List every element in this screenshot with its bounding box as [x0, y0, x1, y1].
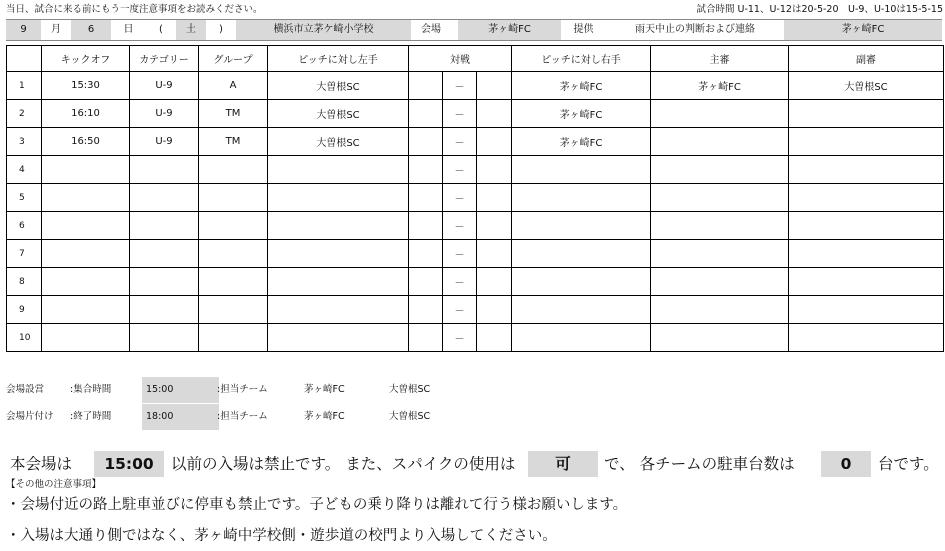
row-number: 5 — [7, 184, 42, 212]
score-left — [409, 184, 443, 212]
cell-right — [512, 212, 651, 240]
cell-referee — [651, 100, 789, 128]
score-left — [409, 156, 443, 184]
cell-group: TM — [199, 128, 268, 156]
score-right — [477, 212, 512, 240]
cell-left: 大曽根SC — [268, 100, 409, 128]
cell-left — [268, 324, 409, 352]
match-timing: 試合時間 U-11、U-12は20-5-20 U-9、U-10は15-5-15 — [696, 4, 943, 15]
cell-referee — [651, 156, 789, 184]
column-header: ピッチに対し左手 — [268, 46, 409, 72]
score-right — [477, 324, 512, 352]
header-row — [7, 46, 944, 72]
row-number: 9 — [7, 296, 42, 324]
paren-close: ) — [219, 24, 223, 35]
setup-team-2: 大曽根SC — [389, 384, 431, 395]
month-label: 月 — [51, 24, 61, 35]
score-right — [477, 156, 512, 184]
score-right — [477, 268, 512, 296]
score-left — [409, 72, 443, 100]
setup-team-label: :担当チーム — [217, 384, 268, 395]
cell-referee — [651, 240, 789, 268]
column-header: 副審 — [789, 46, 944, 72]
setup-label: 会場設営 — [6, 384, 45, 395]
column-header: カテゴリー — [130, 46, 199, 72]
score-left — [409, 128, 443, 156]
table-row — [7, 324, 944, 352]
row-number: 7 — [7, 240, 42, 268]
score-right — [477, 184, 512, 212]
column-header: グループ — [199, 46, 268, 72]
table-row — [7, 184, 944, 212]
cell-assistant — [789, 156, 944, 184]
versus-mark: － — [443, 128, 477, 156]
score-right — [477, 100, 512, 128]
assembly-label: :集合時間 — [70, 384, 112, 395]
cell-right: 茅ヶ崎FC — [512, 128, 651, 156]
cell-right — [512, 268, 651, 296]
cell-category: U-9 — [130, 72, 199, 100]
row-number: 8 — [7, 268, 42, 296]
cell-assistant — [789, 100, 944, 128]
versus-mark: － — [443, 72, 477, 100]
venue-label: 会場 — [421, 24, 441, 35]
weekday-value: 土 — [176, 20, 206, 40]
cell-referee — [651, 212, 789, 240]
end-label: :終了時間 — [70, 411, 112, 422]
versus-mark: － — [443, 268, 477, 296]
provider-label: 提供 — [573, 24, 594, 35]
cell-referee — [651, 268, 789, 296]
cell-right — [512, 240, 651, 268]
notice-text-3: で、 各チームの駐車台数は — [604, 455, 795, 473]
cell-referee — [651, 324, 789, 352]
cleanup-label: 会場片付け — [6, 411, 54, 422]
table-row — [7, 72, 944, 100]
cell-category — [130, 240, 199, 268]
versus-mark: － — [443, 100, 477, 128]
cell-kickoff — [42, 296, 130, 324]
table-row — [7, 212, 944, 240]
row-number: 6 — [7, 212, 42, 240]
cell-category — [130, 268, 199, 296]
venue-name: 横浜市立茅ケ崎小学校 — [236, 20, 411, 40]
score-left — [409, 268, 443, 296]
cell-assistant — [789, 128, 944, 156]
score-left — [409, 240, 443, 268]
cell-left — [268, 296, 409, 324]
cell-group — [199, 156, 268, 184]
cell-kickoff: 16:50 — [42, 128, 130, 156]
rule-parking: ・会場付近の路上駐車並びに停車も禁止です。子どもの乗り降りは離れて行う様お願いします。 — [6, 497, 628, 513]
versus-mark: － — [443, 324, 477, 352]
cell-group: A — [199, 72, 268, 100]
table-row — [7, 268, 944, 296]
cell-assistant — [789, 240, 944, 268]
score-right — [477, 72, 512, 100]
cell-assistant — [789, 324, 944, 352]
versus-mark: － — [443, 184, 477, 212]
column-header: ピッチに対し右手 — [512, 46, 651, 72]
column-header: 対戦 — [409, 46, 512, 72]
notice-text-2: 以前の入場は禁止です。 また、スパイクの使用は — [171, 455, 516, 473]
column-header: キックオフ — [42, 46, 130, 72]
cell-category — [130, 156, 199, 184]
cell-category — [130, 184, 199, 212]
misc-title: 【その他の注意事項】 — [6, 479, 102, 490]
parking-count: 0 — [821, 451, 871, 477]
cell-group — [199, 184, 268, 212]
cell-right — [512, 184, 651, 212]
score-left — [409, 212, 443, 240]
info-bar — [6, 19, 942, 41]
cell-right — [512, 324, 651, 352]
cell-right — [512, 156, 651, 184]
cell-assistant — [789, 184, 944, 212]
venue-team: 茅ヶ崎FC — [458, 20, 561, 40]
table-row — [7, 156, 944, 184]
entry-time: 15:00 — [94, 451, 164, 477]
cell-left: 大曽根SC — [268, 72, 409, 100]
notice-text-1: 本会場は — [10, 455, 73, 473]
cell-left — [268, 184, 409, 212]
cell-left: 大曽根SC — [268, 128, 409, 156]
versus-mark: － — [443, 296, 477, 324]
paren-open: ( — [159, 24, 163, 35]
cell-left — [268, 156, 409, 184]
cell-referee: 茅ヶ崎FC — [651, 72, 789, 100]
cell-assistant — [789, 268, 944, 296]
cell-kickoff — [42, 156, 130, 184]
row-number: 2 — [7, 100, 42, 128]
cell-assistant: 大曽根SC — [789, 72, 944, 100]
cell-group — [199, 268, 268, 296]
rain-label: 雨天中止の判断および連絡 — [635, 24, 755, 35]
month-value: 9 — [6, 20, 41, 40]
row-number: 4 — [7, 156, 42, 184]
score-left — [409, 100, 443, 128]
cell-kickoff: 15:30 — [42, 72, 130, 100]
schedule-body — [7, 46, 944, 352]
cell-referee — [651, 184, 789, 212]
spike-allowed: 可 — [528, 451, 598, 477]
table-row — [7, 128, 944, 156]
cell-left — [268, 268, 409, 296]
table-row — [7, 100, 944, 128]
column-header — [7, 46, 42, 72]
score-right — [477, 128, 512, 156]
cell-group — [199, 212, 268, 240]
cleanup-team-1: 茅ヶ崎FC — [304, 411, 345, 422]
cleanup-team-label: :担当チーム — [217, 411, 268, 422]
column-header: 主審 — [651, 46, 789, 72]
end-time: 18:00 — [142, 404, 219, 430]
cell-left — [268, 240, 409, 268]
cell-category: U-9 — [130, 100, 199, 128]
cell-kickoff: 16:10 — [42, 100, 130, 128]
cell-group — [199, 324, 268, 352]
cell-assistant — [789, 296, 944, 324]
score-right — [477, 240, 512, 268]
cell-referee — [651, 128, 789, 156]
versus-mark: － — [443, 156, 477, 184]
score-left — [409, 324, 443, 352]
cell-kickoff — [42, 268, 130, 296]
rule-entrance: ・入場は大通り側ではなく、茅ヶ崎中学校側・遊歩道の校門より入場してください。 — [6, 528, 557, 544]
versus-mark: － — [443, 240, 477, 268]
notice-text-4: 台です。 — [878, 455, 939, 473]
versus-mark: － — [443, 212, 477, 240]
table-row — [7, 240, 944, 268]
cleanup-team-2: 大曽根SC — [389, 411, 431, 422]
setup-team-1: 茅ヶ崎FC — [304, 384, 345, 395]
cell-assistant — [789, 212, 944, 240]
cell-category: U-9 — [130, 128, 199, 156]
cell-group — [199, 240, 268, 268]
row-number: 3 — [7, 128, 42, 156]
row-number: 10 — [7, 324, 42, 352]
assembly-time: 15:00 — [142, 377, 219, 403]
schedule-table — [6, 45, 944, 352]
day-label: 日 — [123, 24, 134, 35]
rain-team: 茅ヶ崎FC — [784, 20, 942, 40]
cell-referee — [651, 296, 789, 324]
cell-right — [512, 296, 651, 324]
score-right — [477, 296, 512, 324]
day-value: 6 — [71, 20, 111, 40]
cell-category — [130, 212, 199, 240]
cell-category — [130, 296, 199, 324]
cell-category — [130, 324, 199, 352]
score-left — [409, 296, 443, 324]
cell-left — [268, 212, 409, 240]
cell-right: 茅ヶ崎FC — [512, 72, 651, 100]
cell-group — [199, 296, 268, 324]
cell-right: 茅ヶ崎FC — [512, 100, 651, 128]
cell-kickoff — [42, 184, 130, 212]
cell-group: TM — [199, 100, 268, 128]
cell-kickoff — [42, 324, 130, 352]
cell-kickoff — [42, 212, 130, 240]
row-number: 1 — [7, 72, 42, 100]
table-row — [7, 296, 944, 324]
top-note: 当日、試合に来る前にもう一度注意事項をお読みください。 — [6, 4, 263, 15]
cell-kickoff — [42, 240, 130, 268]
